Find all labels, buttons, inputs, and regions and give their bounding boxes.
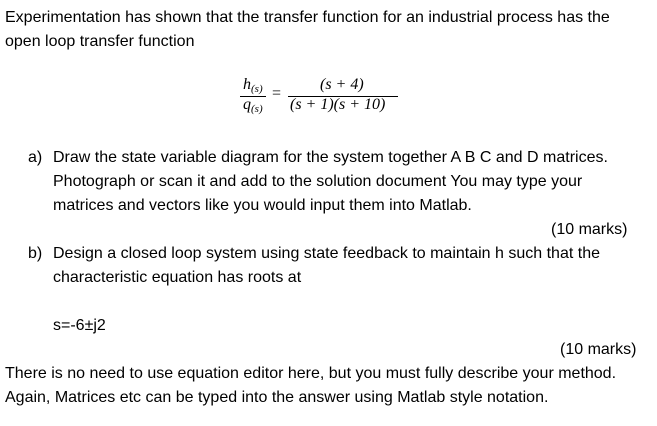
transfer-function-equation — [240, 70, 410, 120]
part-a-line-2: Photograph or scan it and add to the solution document You may type your — [53, 173, 583, 190]
rhs-numerator: (s + 4) — [320, 76, 364, 93]
part-a-line-1: Draw the state variable diagram for the system together A B C and D matrices. — [53, 149, 608, 166]
footer-line-1: There is no need to use equation editor here, but you must fully describe your method. — [5, 365, 617, 382]
equals-sign: = — [272, 85, 282, 102]
lhs-denominator — [243, 96, 263, 115]
part-a-label: a) — [28, 149, 43, 166]
part-a-line-3: matrices and vectors like you would input them into Matlab. — [53, 197, 472, 214]
lhs-denominator-sub: (s) — [251, 103, 263, 115]
part-b-roots: s=-6±j2 — [53, 317, 106, 334]
lhs-denominator-symbol: q — [243, 96, 251, 113]
lhs-numerator-symbol: h — [243, 76, 251, 93]
lhs-numerator-sub: (s) — [251, 83, 263, 95]
lhs-numerator — [243, 76, 263, 95]
rhs-denominator: (s + 1)(s + 10) — [290, 96, 386, 113]
footer-line-2: Again, Matrices etc can be typed into the answer using Matlab style notation. — [5, 389, 549, 406]
part-b-line-1: Design a closed loop system using state feedback to maintain h such that the — [53, 245, 600, 262]
part-b-label: b) — [28, 245, 43, 262]
intro-line-1: Experimentation has shown that the transfer function for an industrial process has the — [5, 9, 610, 26]
part-b-line-2: characteristic equation has roots at — [53, 269, 302, 286]
intro-line-2: open loop transfer function — [5, 33, 195, 50]
part-a-marks: (10 marks) — [551, 221, 628, 238]
part-b-marks: (10 marks) — [560, 341, 637, 358]
